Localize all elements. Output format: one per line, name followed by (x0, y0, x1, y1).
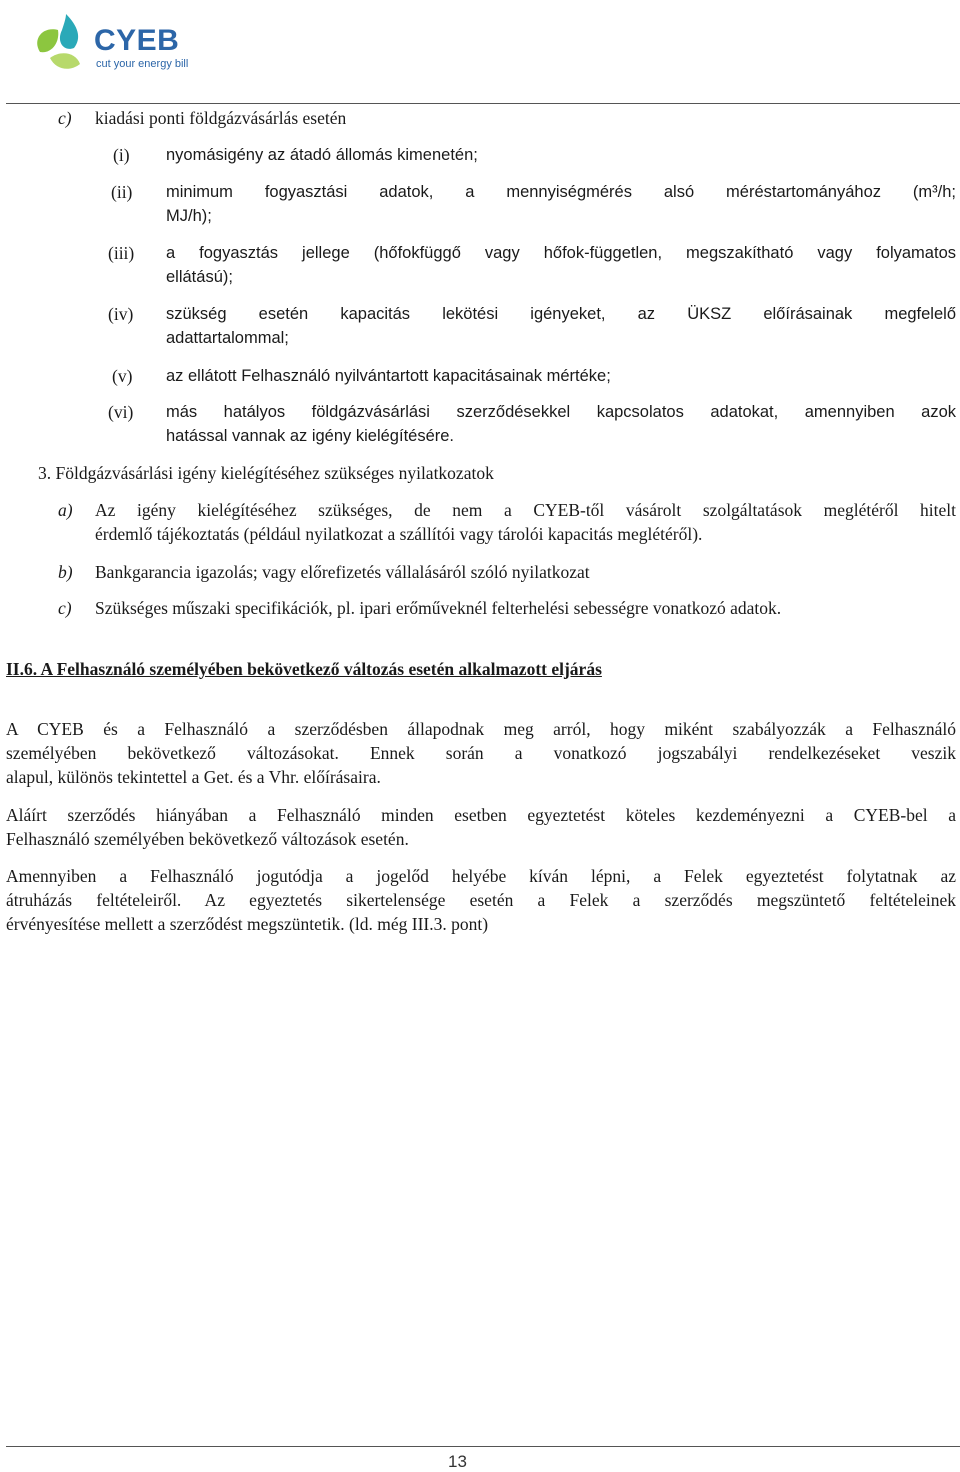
list-item-text: szükség esetén kapacitás lekötési igényeket, az ÜKSZ előírásainak megfelelő (166, 305, 956, 323)
section-ii6-heading: II.6. A Felhasználó személyében bekövetkező változás esetén alkalmazott eljárás (6, 659, 602, 679)
cyeb-drops-icon (30, 8, 100, 78)
list-item-text-cont: hatással vannak az igény kielégítésére. (166, 427, 455, 445)
section-c-title: kiadási ponti földgázvásárlás esetén (95, 108, 347, 128)
logo-wordmark: CYEB (94, 24, 180, 57)
list-item-number: (ii) (111, 182, 133, 202)
list-item-text-cont: adattartalommal; (166, 329, 289, 347)
list-item-text: Az igény kielégítéséhez szükséges, de nem a CYEB-től vásárolt szolgáltatások meglétéről hitelt (95, 500, 956, 520)
header-divider (6, 103, 960, 104)
list-item-number: (vi) (108, 402, 134, 422)
paragraph-line: érvényesítése mellett a szerződést megszüntetik. (ld. még III.3. pont) (6, 914, 489, 934)
list-item-text-cont: érdemlő tájékoztatás (például nyilatkozat a szállítói vagy tárolói kapacitás meglétéről). (95, 524, 703, 544)
page-number: 13 (448, 1452, 467, 1471)
list-item-text: Bankgarancia igazolás; vagy előrefizetés vállalásáról szóló nyilatkozat (95, 562, 590, 582)
header-logo (30, 8, 260, 78)
list-item-text: nyomásigény az átadó állomás kimenetén; (166, 146, 478, 164)
list-item-text: a fogyasztás jellege (hőfokfüggő vagy hőfok-független, megszakítható vagy folyamatos (166, 244, 956, 262)
list-item-text: más hatályos földgázvásárlási szerződésekkel kapcsolatos adatokat, amennyiben azok (166, 403, 956, 421)
section-3-heading: 3. Földgázvásárlási igény kielégítéséhez szükséges nyilatkozatok (38, 463, 494, 483)
paragraph-line: alapul, különös tekintettel a Get. és a Vhr. előírásaira. (6, 767, 381, 787)
paragraph-line: átruházás feltételeiről. Az egyeztetés sikertelensége esetén a Felek a szerződés megszüntető feltételeinek (6, 890, 956, 910)
list-item-text: minimum fogyasztási adatok, a mennyiségmérés alsó méréstartományához (m³/h; (166, 183, 956, 201)
section-c-marker: c) (58, 108, 72, 128)
list-marker: b) (58, 562, 73, 582)
list-marker: a) (58, 500, 73, 520)
list-item-text: Szükséges műszaki specifikációk, pl. ipari erőműveknél felterhelési sebességre vonatkozó adatok. (95, 598, 782, 618)
list-item-text-cont: ellátású); (166, 268, 233, 286)
paragraph-line: személyében bekövetkező változásokat. Ennek során a vonatkozó jogszabályi rendelkezéseket veszik (6, 743, 956, 763)
paragraph-line: Aláírt szerződés hiányában a Felhasználó minden esetben egyeztetést köteles kezdeményezni a CYEB-bel a (6, 805, 956, 825)
list-item-number: (v) (112, 366, 133, 386)
list-marker: c) (58, 598, 72, 618)
paragraph-line: Amennyiben a Felhasználó jogutódja a jogelőd helyébe kíván lépni, a Felek egyeztetést folytatnak az (6, 866, 956, 886)
list-item-text-cont: MJ/h); (166, 207, 212, 225)
list-item-text: az ellátott Felhasználó nyilvántartott kapacitásainak mértéke; (166, 367, 611, 385)
paragraph-line: A CYEB és a Felhasználó a szerződésben állapodnak meg arról, hogy miként szabályozzák a Felhasználó (6, 719, 956, 739)
footer-divider (6, 1446, 960, 1447)
list-item-number: (iii) (108, 243, 135, 263)
paragraph-line: Felhasználó személyében bekövetkező változások esetén. (6, 829, 409, 849)
list-item-number: (i) (113, 145, 130, 165)
logo-tagline: cut your energy bill (96, 58, 189, 70)
list-item-number: (iv) (108, 304, 134, 324)
